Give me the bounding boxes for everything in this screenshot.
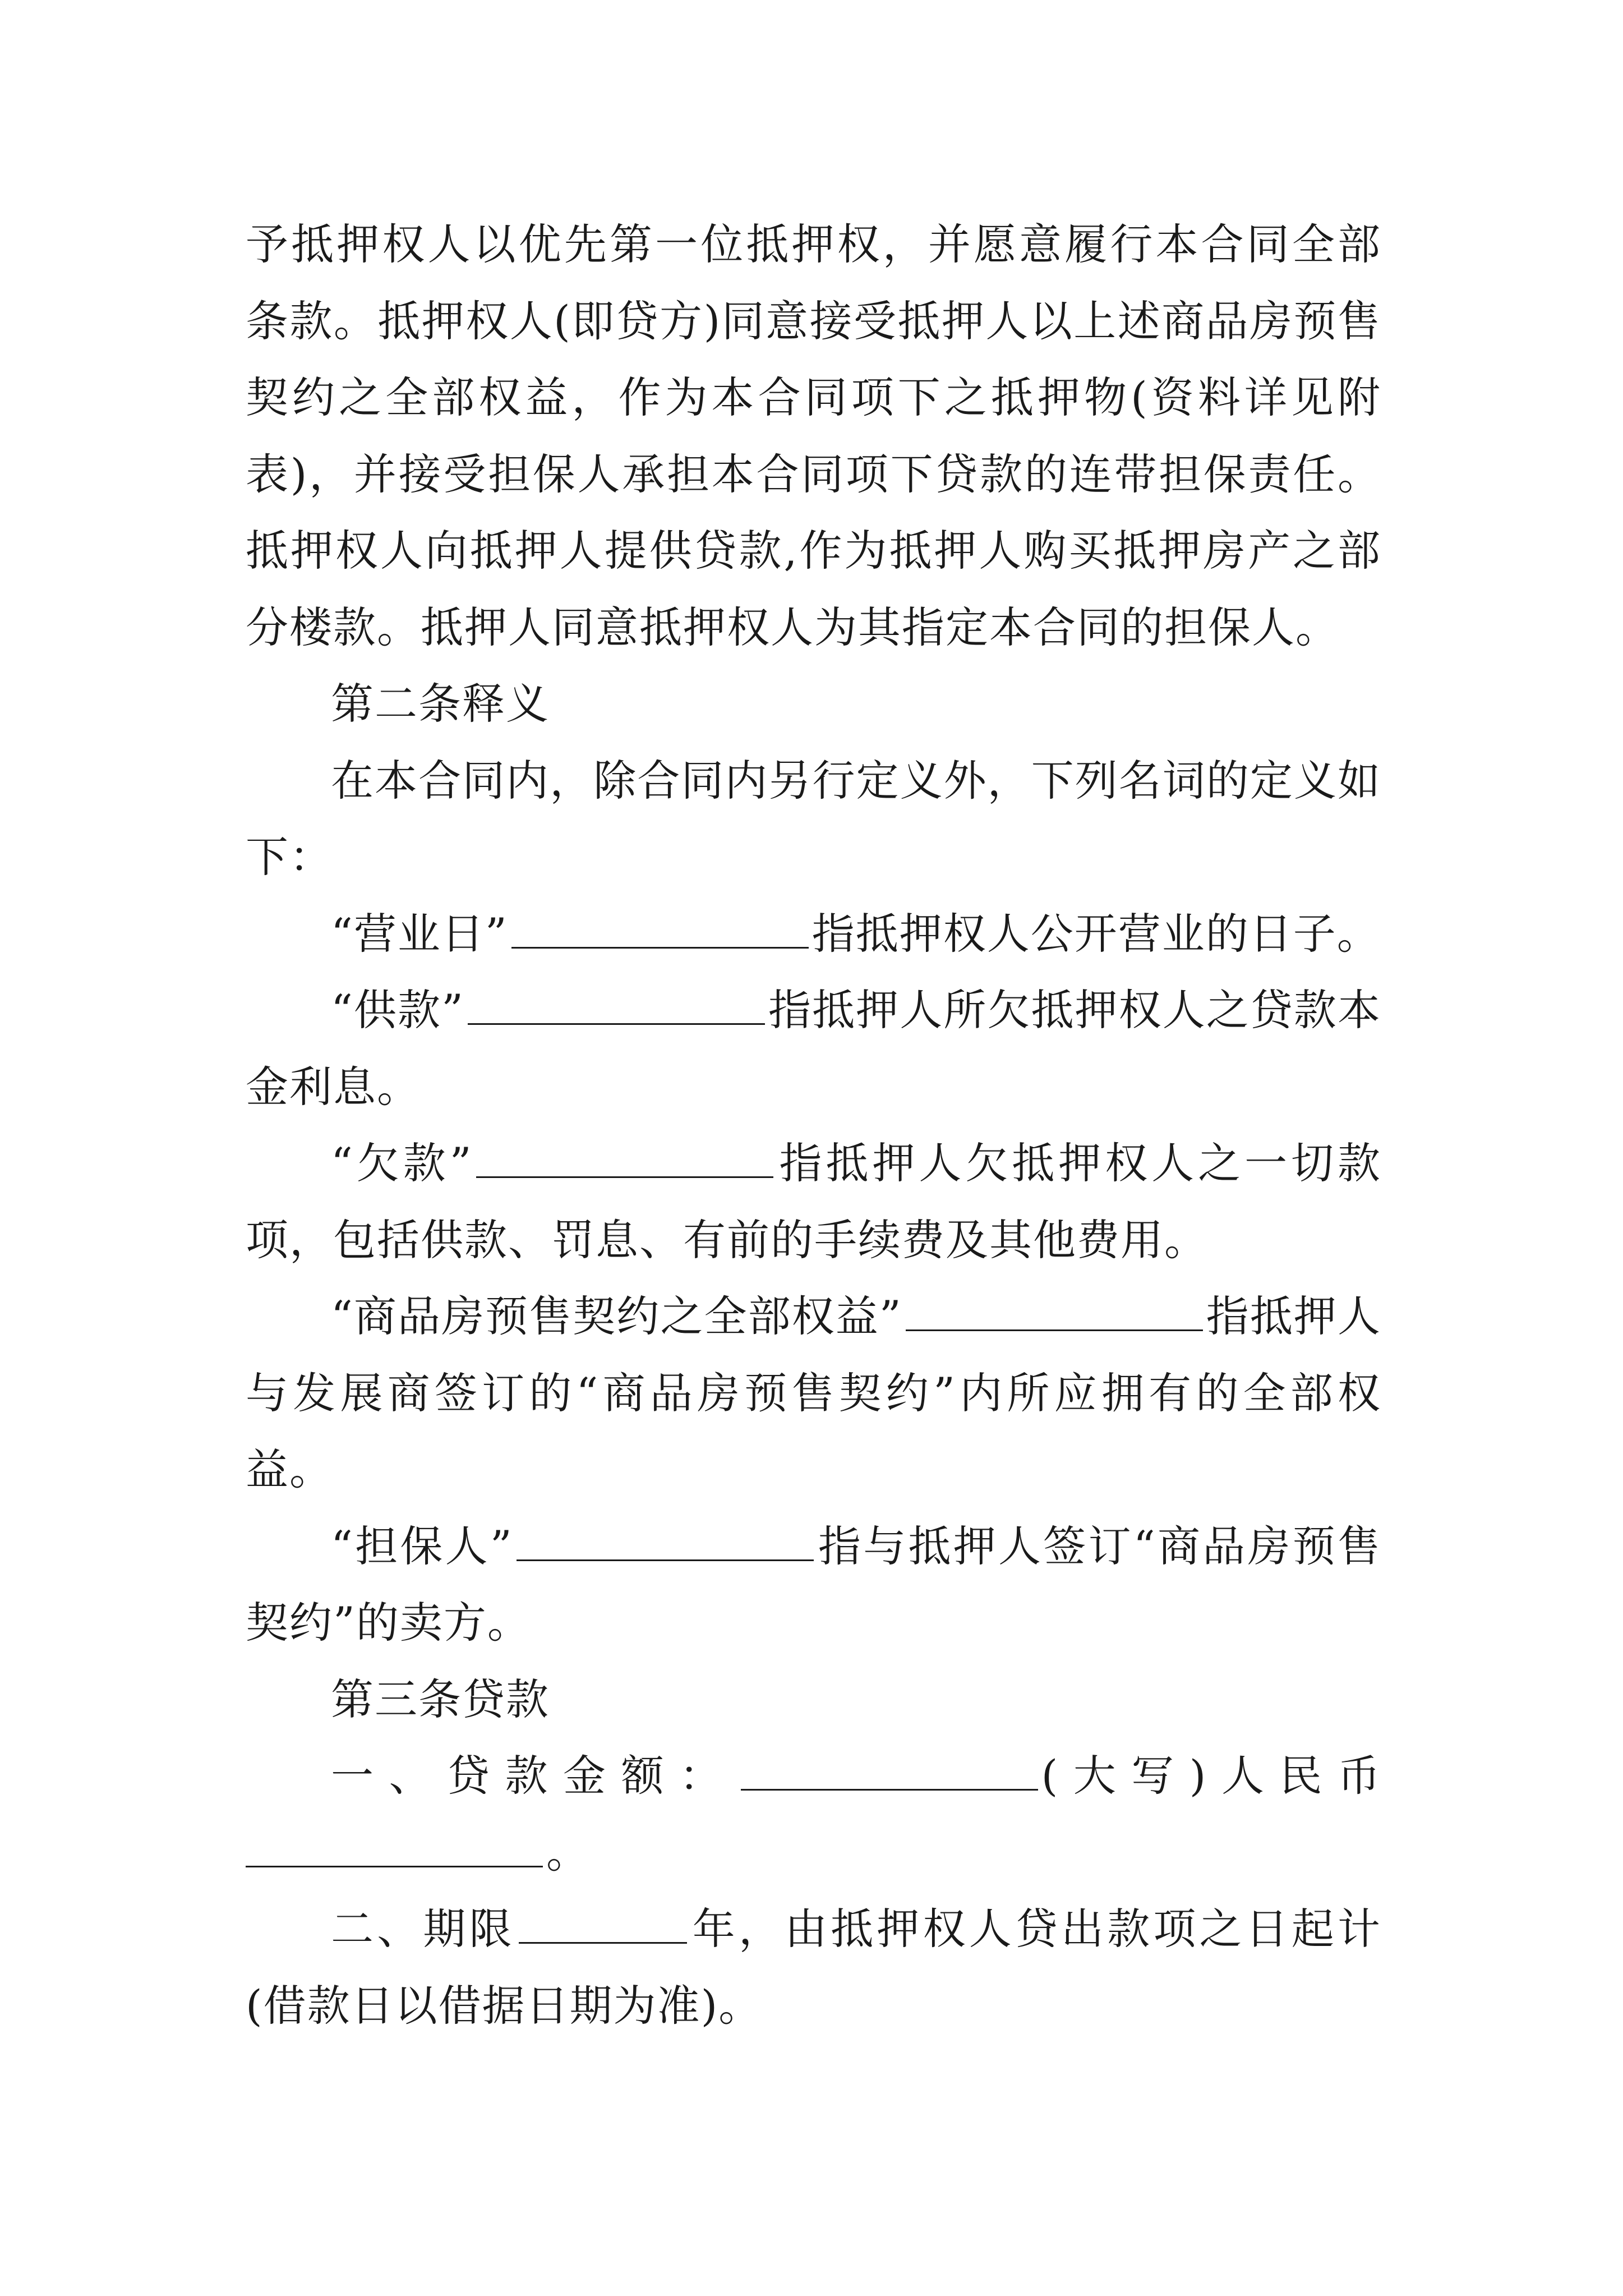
definition-text: 指抵押权人公开营业的日子。 [811,908,1381,959]
loan-amount-line [246,1738,1381,1815]
blank-field[interactable] [468,984,765,1025]
article-3-heading: 第三条贷款 [331,1674,550,1724]
document-body [246,206,1381,2044]
definition-text: 指抵押人欠抵押权人之一切款项，包括供款、罚息、有前的手续费及其他费用。 [246,1138,1381,1265]
blank-field[interactable] [906,1290,1203,1331]
paragraph-definitions-intro: 在本合同内，除合同内另行定义外，下列名词的定义如下： [246,755,1381,882]
period-mark: 。 [546,1827,590,1878]
blank-field[interactable] [511,908,809,949]
definition-business-day [246,896,1381,973]
loan-term-text: 年，由抵押权人贷出款项之日起计(借款日以借据日期为准)。 [246,1904,1382,2031]
loan-amount-currency: (大写)人民币 [1041,1751,1381,1801]
loan-term-line [246,1891,1381,2044]
loan-amount-rmb-blank[interactable] [246,1826,543,1867]
loan-term-blank[interactable] [519,1903,687,1944]
definition-text: 指与抵押人签订“商品房预售契约”的卖方。 [246,1521,1381,1648]
loan-term-label: 二、期限 [331,1904,515,1954]
definition-guarantor [246,1508,1381,1662]
definition-presale-rights [246,1278,1381,1508]
blank-field[interactable] [476,1137,773,1178]
definition-arrears [246,1125,1381,1278]
definition-installment [246,972,1381,1125]
blank-field[interactable] [517,1520,814,1561]
paragraph-mortgage-intro: 予抵押权人以优先第一位抵押权，并愿意履行本合同全部条款。抵押权人(即贷方)同意接受抵押人以上述商品房预售契约之全部权益，作为本合同项下之抵押物(资料详见附表)，并接受担保人承担本合同项下贷款的连带担保责任。抵押权人向抵押人提供贷款,作为抵押人购买抵押房产之部分楼款。抵押人同意抵押权人为其指定本合同的担保人。 [246,219,1381,652]
term-business-day: “营业日” [331,908,508,959]
term-presale-rights: “商品房预售契约之全部权益” [331,1291,902,1341]
loan-amount-label: 一、贷款金额： [331,1751,737,1801]
term-arrears: “欠款” [331,1138,473,1188]
definition-text: 指抵押人所欠抵押权人之贷款本金利息。 [246,985,1381,1112]
term-installment: “供款” [331,985,464,1035]
definition-text: 指抵押人与发展商签订的“商品房预售契约”内所应拥有的全部权益。 [246,1291,1381,1494]
loan-amount-blank[interactable] [741,1750,1038,1791]
term-guarantor: “担保人” [331,1521,513,1571]
loan-amount-line-2 [246,1815,1381,1892]
article-2-heading: 第二条释义 [331,679,550,729]
